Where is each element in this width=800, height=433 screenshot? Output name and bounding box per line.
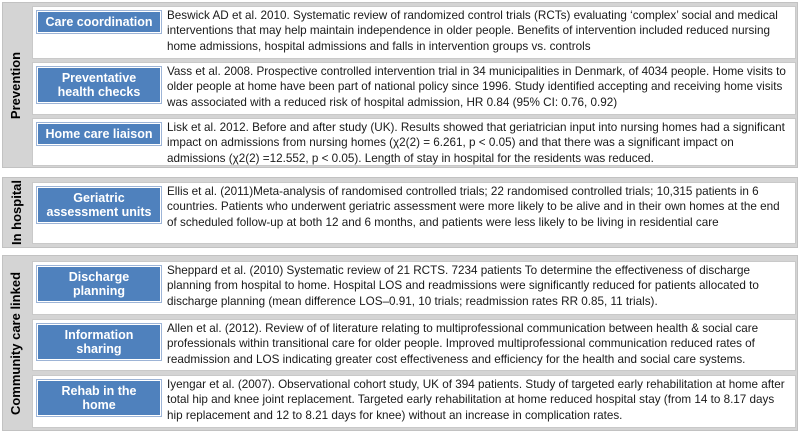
group-community-care-linked (2, 255, 798, 431)
description-preventative-health-checks: Vass et al. 2008. Prospective controlled intervention trial in 34 municipalities in Denmark, of 4034 people. Home visits to older people at home have been part of national policy since 1996. Study identified accepting and receiving home visits was associated with a reduced risk of hospital admission, HR 0.84 (95% CI: 0.76, 0.92) (167, 65, 786, 109)
row-preventative-health-checks (32, 62, 796, 115)
group-prevention (2, 2, 798, 168)
label-box-discharge-planning: Discharge planning (37, 266, 161, 302)
description-care-coordination: Beswick AD et al. 2010. Systematic review of randomized control trials (RCTs) evaluating ‘complex’ social and medical interventions that may help maintain independence in older people. Benefits of intervention included reduced nursing home admissions, hospital admissions and falls in intervention groups vs. controls (167, 9, 778, 53)
group-label (3, 178, 29, 247)
label-box-home-care-liaison: Home care liaison (37, 123, 161, 145)
label-box-information-sharing: Information sharing (37, 324, 161, 360)
row-geriatric-assessment-units (32, 182, 796, 244)
description-home-care-liaison: Lisk et al. 2012. Before and after study (UK). Results showed that geriatrician input into nursing homes had a significant impact on admissions from nursing homes (χ2(2) = 6.261, p < 0.05) and that there was a significant impact on admissions (χ2(2) =12.552, p < 0.05). Length of stay in hospital for the residents was reduced. (167, 121, 785, 165)
label-box-care-coordination: Care coordination (37, 11, 161, 33)
group-label-text: In hospital (8, 180, 24, 245)
description-rehab-in-the-home: Iyengar et al. (2007). Observational cohort study, UK of 394 patients. Study of targeted early rehabilitation at home after total hip and knee joint replacement. Targeted early rehabilitation at home reduced hospital stay (from 14 to 8.17 days hip replacement and 12 to 8.21 days for knee) without an increase in complication rates. (167, 378, 785, 422)
group-label-text: Prevention (8, 51, 24, 119)
row-home-care-liaison (32, 118, 796, 166)
description-information-sharing: Allen et al. (2012). Review of of literature relating to multiprofessional communication between health & social care professionals within transitional care for older people. Improved multiprofessional communication reduced rates of readmission and LOS indicating greater cost effectiveness and efficiency for the health and social care systems. (167, 322, 759, 366)
description-discharge-planning: Sheppard et al. (2010) Systematic review of 21 RCTS. 7234 patients To determine the effectiveness of discharge planning from hospital to home. Hospital LOS and readmissions were significantly reduced for patients allocated to discharge planning (mean difference LOS–0.91, 10 trials; readmission rates RR 0.85, 11 trials). (167, 264, 759, 308)
label-box-preventative-health-checks: Preventative health checks (37, 67, 161, 103)
label-box-rehab-in-the-home: Rehab in the home (37, 380, 161, 416)
description-geriatric-assessment-units: Ellis et al. (2011)Meta-analysis of randomised controlled trials; 22 randomised controlled trials; 10,315 patients in 6 countries. Patients who underwent geriatric assessment were more likely to be alive and in their own homes at the end of scheduled follow-up at both 12 and 6 months, and patients were less likely to be living in residential care (167, 185, 780, 229)
row-information-sharing (32, 319, 796, 371)
group-in-hospital (2, 177, 798, 248)
row-care-coordination (32, 6, 796, 59)
row-discharge-planning (32, 261, 796, 315)
row-rehab-in-the-home (32, 375, 796, 428)
group-label-text: Community care linked (8, 271, 24, 415)
group-label (3, 256, 29, 430)
label-box-geriatric-assessment-units: Geriatric assessment units (37, 187, 161, 223)
group-label (3, 3, 29, 167)
